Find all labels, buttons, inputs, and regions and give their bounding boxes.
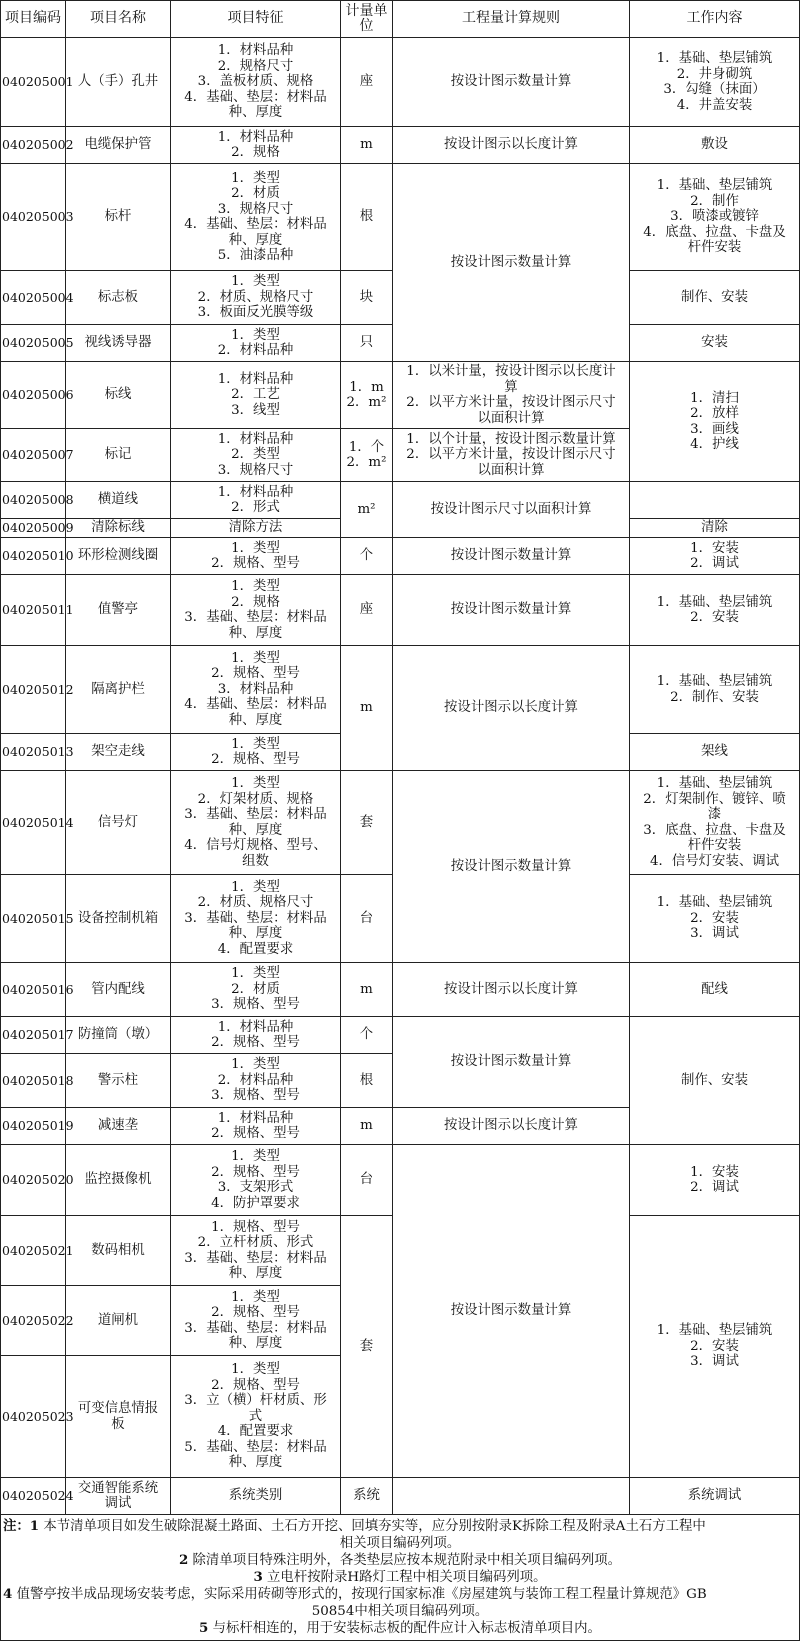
item-features: 1．材料品种 2．类型 3．规格尺寸 [171, 429, 341, 482]
item-work: 配线 [630, 963, 800, 1017]
note-4: 4 值警亭按半成品现场安装考虑，实际采用砖砌等形式的，按现行国家标准《房屋建筑与装饰工程工程量计算规范》GB [3, 1586, 707, 1602]
item-rule: 按设计图示以长度计算 [393, 646, 630, 771]
item-work: 1．基础、垫层铺筑 2．井身砌筑 3．勾缝（抹面） 4．井盖安装 [630, 38, 800, 127]
table-row [1, 538, 800, 575]
item-name: 标线 [66, 362, 171, 429]
header-code: 项目编码 [1, 1, 66, 38]
item-work: 1．清扫 2．放样 3．画线 4．护线 [630, 362, 800, 482]
item-unit: 个 [341, 1017, 393, 1054]
item-features: 系统类别 [171, 1478, 341, 1515]
item-work: 安装 [630, 325, 800, 362]
item-rule: 1．以米计量，按设计图示以长度计 算 2．以平方米计量，按设计图示尺寸 以面积计算 [393, 362, 630, 429]
item-name: 标杆 [66, 164, 171, 271]
table-row [1, 963, 800, 1017]
item-rule-empty [393, 1478, 630, 1515]
item-rule: 按设计图示以长度计算 [393, 127, 630, 164]
item-rule: 按设计图示数量计算 [393, 575, 630, 646]
item-rule: 按设计图示尺寸以面积计算 [393, 482, 630, 538]
item-code: 040205006 [1, 362, 66, 429]
item-name: 清除标线 [66, 519, 171, 538]
note-5: 5 与标杆相连的，用于安装标志板的配件应计入标志板清单项目内。 [199, 1620, 601, 1636]
item-code: 040205018 [1, 1054, 66, 1108]
item-code: 040205012 [1, 646, 66, 734]
item-rule: 按设计图示数量计算 [393, 538, 630, 575]
item-features: 1．类型 2．规格 3．基础、垫层：材料品 种、厚度 [171, 575, 341, 646]
item-features: 1．规格、型号 2．立杆材质、形式 3．基础、垫层：材料品 种、厚度 [171, 1216, 341, 1286]
item-rule: 按设计图示以长度计算 [393, 963, 630, 1017]
item-unit: 只 [341, 325, 393, 362]
item-features: 清除方法 [171, 519, 341, 538]
item-work-empty [630, 482, 800, 519]
item-work: 1．安装 2．调试 [630, 1145, 800, 1216]
item-name: 管内配线 [66, 963, 171, 1017]
item-work: 1．基础、垫层铺筑 2．安装 3．调试 [630, 1216, 800, 1478]
table-row [1, 1145, 800, 1216]
item-features: 1．材料品种 2．规格 [171, 127, 341, 164]
item-features: 1．类型 2．材质、规格尺寸 3．基础、垫层：材料品 种、厚度 4．配置要求 [171, 875, 341, 963]
item-features: 1．类型 2．规格、型号 3．支架形式 4．防护罩要求 [171, 1145, 341, 1216]
item-name: 架空走线 [66, 734, 171, 771]
item-work: 1．安装 2．调试 [630, 538, 800, 575]
item-features: 1．类型 2．规格、型号 3．基础、垫层：材料品 种、厚度 [171, 1286, 341, 1356]
item-unit: 台 [341, 1145, 393, 1216]
item-code: 040205002 [1, 127, 66, 164]
item-work: 制作、安装 [630, 271, 800, 325]
item-code: 040205020 [1, 1145, 66, 1216]
item-code: 040205019 [1, 1108, 66, 1145]
header-name: 项目名称 [66, 1, 171, 38]
item-features: 1．材料品种 2．规格、型号 [171, 1108, 341, 1145]
item-code: 040205016 [1, 963, 66, 1017]
item-name: 防撞筒（墩） [66, 1017, 171, 1054]
table-row [1, 646, 800, 734]
item-name: 环形检测线圈 [66, 538, 171, 575]
item-name: 道闸机 [66, 1286, 171, 1356]
table-row [1, 362, 800, 429]
item-code: 040205010 [1, 538, 66, 575]
item-rule: 按设计图示以长度计算 [393, 1108, 630, 1145]
item-work: 1．基础、垫层铺筑 2．制作、安装 [630, 646, 800, 734]
header-row [1, 1, 800, 38]
header-unit: 计量单位 [341, 1, 393, 38]
item-code: 040205017 [1, 1017, 66, 1054]
item-work: 系统调试 [630, 1478, 800, 1515]
item-code: 040205003 [1, 164, 66, 271]
item-name: 可变信息情报 板 [66, 1356, 171, 1478]
item-features: 1．材料品种 2．规格、型号 [171, 1017, 341, 1054]
item-unit: m [341, 963, 393, 1017]
item-features: 1．类型 2．材质、规格尺寸 3．板面反光膜等级 [171, 271, 341, 325]
item-work: 制作、安装 [630, 1017, 800, 1145]
item-work: 1．基础、垫层铺筑 2．制作 3．喷漆或镀锌 4．底盘、拉盘、卡盘及 杆件安装 [630, 164, 800, 271]
item-unit: 根 [341, 1054, 393, 1108]
item-unit: m² [341, 482, 393, 538]
item-code: 040205022 [1, 1286, 66, 1356]
note-3: 3 立电杆按附录H路灯工程中相关项目编码列项。 [253, 1569, 547, 1585]
item-features: 1．类型 2．规格、型号 [171, 734, 341, 771]
item-rule: 按设计图示数量计算 [393, 1145, 630, 1478]
item-features: 1．类型 2．材质 3．规格、型号 [171, 963, 341, 1017]
item-name: 警示柱 [66, 1054, 171, 1108]
item-name: 减速垄 [66, 1108, 171, 1145]
header-work: 工作内容 [630, 1, 800, 38]
item-features: 1．类型 2．规格、型号 3．立（横）杆材质、形 式 4．配置要求 5．基础、垫层：材料品 种、厚度 [171, 1356, 341, 1478]
item-unit: 1．个 2．m² [341, 429, 393, 482]
table-row [1, 771, 800, 875]
item-features: 1．材料品种 2．工艺 3．线型 [171, 362, 341, 429]
item-name: 标记 [66, 429, 171, 482]
item-code: 040205009 [1, 519, 66, 538]
item-features: 1．类型 2．材质 3．规格尺寸 4．基础、垫层：材料品 种、厚度 5．油漆品种 [171, 164, 341, 271]
item-code: 040205024 [1, 1478, 66, 1515]
item-code: 040205014 [1, 771, 66, 875]
item-unit: 1．m 2．m² [341, 362, 393, 429]
item-name: 隔离护栏 [66, 646, 171, 734]
item-features: 1．类型 2．规格、型号 3．材料品种 4．基础、垫层：材料品 种、厚度 [171, 646, 341, 734]
item-features: 1．材料品种 2．形式 [171, 482, 341, 519]
item-name: 监控摄像机 [66, 1145, 171, 1216]
note-1: 注：1 本节清单项目如发生破除混凝土路面、土石方开挖、回填夯实等，应分别按附录K拆除工程及附录A土石方工程中 [3, 1518, 706, 1534]
notes-block: 注：1 本节清单项目如发生破除混凝土路面、土石方开挖、回填夯实等，应分别按附录K拆除工程及附录A土石方工程中 相关项目编码列项。 2 除清单项目特殊注明外，各类垫层应按本规范附录中相关项目编码列项。 3 立电杆按附录H路灯工程中相关项目编码列项。 4 值警亭按半成品现场安装考虑，实际采用砖砌等形式的，按现行国家标准《房屋建筑与装饰工程工程量计算规范》GB 50854中相关项目编码列项。 5 与标杆相连的，用于安装标志板的配件应计入标志板清单项目内。 [1, 1515, 800, 1641]
item-name: 交通智能系统 调试 [66, 1478, 171, 1515]
item-rule: 按设计图示数量计算 [393, 771, 630, 963]
item-unit: 套 [341, 771, 393, 875]
item-rule: 按设计图示数量计算 [393, 164, 630, 362]
item-work: 清除 [630, 519, 800, 538]
table-row [1, 38, 800, 127]
item-work: 1．基础、垫层铺筑 2．安装 [630, 575, 800, 646]
item-unit: 座 [341, 38, 393, 127]
item-features: 1．材料品种 2．规格尺寸 3．盖板材质、规格 4．基础、垫层：材料品 种、厚度 [171, 38, 341, 127]
item-work: 1．基础、垫层铺筑 2．安装 3．调试 [630, 875, 800, 963]
item-name: 人（手）孔井 [66, 38, 171, 127]
item-name: 视线诱导器 [66, 325, 171, 362]
item-code: 040205021 [1, 1216, 66, 1286]
item-rule: 按设计图示数量计算 [393, 1017, 630, 1108]
table-row [1, 575, 800, 646]
header-rule: 工程量计算规则 [393, 1, 630, 38]
item-name: 设备控制机箱 [66, 875, 171, 963]
item-features: 1．类型 2．灯架材质、规格 3．基础、垫层：材料品 种、厚度 4．信号灯规格、型号、 组数 [171, 771, 341, 875]
item-unit: 系统 [341, 1478, 393, 1515]
item-code: 040205005 [1, 325, 66, 362]
item-code: 040205015 [1, 875, 66, 963]
item-code: 040205011 [1, 575, 66, 646]
item-unit: 块 [341, 271, 393, 325]
item-name: 值警亭 [66, 575, 171, 646]
item-code: 040205008 [1, 482, 66, 519]
item-unit: 根 [341, 164, 393, 271]
item-work: 敷设 [630, 127, 800, 164]
item-code: 040205007 [1, 429, 66, 482]
item-rule: 1．以个计量，按设计图示数量计算 2．以平方米计量，按设计图示尺寸 以面积计算 [393, 429, 630, 482]
table-row [1, 1017, 800, 1054]
note-2: 2 除清单项目特殊注明外，各类垫层应按本规范附录中相关项目编码列项。 [178, 1552, 622, 1568]
table-row [1, 1478, 800, 1515]
item-unit: m [341, 1108, 393, 1145]
item-name: 数码相机 [66, 1216, 171, 1286]
table-row [1, 482, 800, 519]
table-row [1, 164, 800, 271]
item-name: 横道线 [66, 482, 171, 519]
item-rule: 按设计图示数量计算 [393, 38, 630, 127]
item-unit: 座 [341, 575, 393, 646]
item-name: 信号灯 [66, 771, 171, 875]
item-features: 1．类型 2．规格、型号 [171, 538, 341, 575]
item-unit: 个 [341, 538, 393, 575]
header-features: 项目特征 [171, 1, 341, 38]
item-code: 040205023 [1, 1356, 66, 1478]
notes-row [1, 1515, 800, 1641]
item-code: 040205001 [1, 38, 66, 127]
item-features: 1．类型 2．材料品种 [171, 325, 341, 362]
item-unit: m [341, 127, 393, 164]
item-work: 架线 [630, 734, 800, 771]
item-code: 040205013 [1, 734, 66, 771]
item-unit: m [341, 646, 393, 771]
item-name: 标志板 [66, 271, 171, 325]
item-work: 1．基础、垫层铺筑 2．灯架制作、镀锌、喷 漆 3．底盘、拉盘、卡盘及 杆件安装 4．信号灯安装、调试 [630, 771, 800, 875]
item-unit: 台 [341, 875, 393, 963]
item-code: 040205004 [1, 271, 66, 325]
item-features: 1．类型 2．材料品种 3．规格、型号 [171, 1054, 341, 1108]
item-name: 电缆保护管 [66, 127, 171, 164]
item-unit: 套 [341, 1216, 393, 1478]
table-row [1, 127, 800, 164]
